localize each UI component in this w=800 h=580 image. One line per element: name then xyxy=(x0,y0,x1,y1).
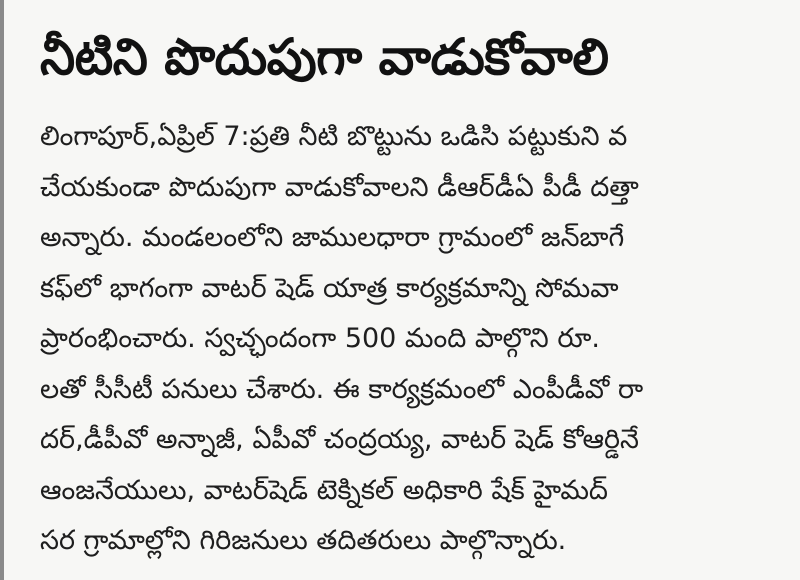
article-line: ఆంజనేయులు, వాటర్‌షెడ్ టెక్నికల్ అధికారి షేక్ హైమద్ xyxy=(40,474,608,506)
article-line: కఫ్‌లో భాగంగా వాటర్ షెడ్ యాత్ర కార్యక్రమాన్ని సోమవా xyxy=(40,272,619,304)
column-divider xyxy=(0,0,4,580)
article-line: సర గ్రామాల్లోని గిరిజనులు తదితరులు పాల్గొన్నారు. xyxy=(40,525,567,556)
article-body xyxy=(40,112,800,567)
article-line: లతో సీసీటీ పనులు చేశారు. ఈ కార్యక్రమంలో ఎంపీడీవో రా xyxy=(40,373,644,405)
article-line: ప్రారంభించారు. స్వచ్ఛందంగా 500 మంది పాల్గొని రూ. xyxy=(40,323,600,354)
article-line: లింగాపూర్,ఏప్రిల్ 7:ప్రతి నీటి బొట్టును ఒడిసి పట్టుకుని వ xyxy=(40,121,628,152)
article-line: అన్నారు. మండలంలోని జాములధారా గ్రామంలో జన్‌బాగే xyxy=(40,222,625,253)
article-line: చేయకుండా పొదుపుగా వాడుకోవాలని డీఆర్‌డీఏ పీడీ దత్తా xyxy=(40,171,639,203)
article-headline: నీటిని పొదుపుగా వాడుకోవాలి xyxy=(40,28,609,86)
article-line: దర్,డీపీవో అన్నాజీ, ఏపీవో చంద్రయ్య, వాటర్ షెడ్ కోఆర్డినే xyxy=(40,424,639,455)
previous-article-fragment xyxy=(60,0,760,10)
